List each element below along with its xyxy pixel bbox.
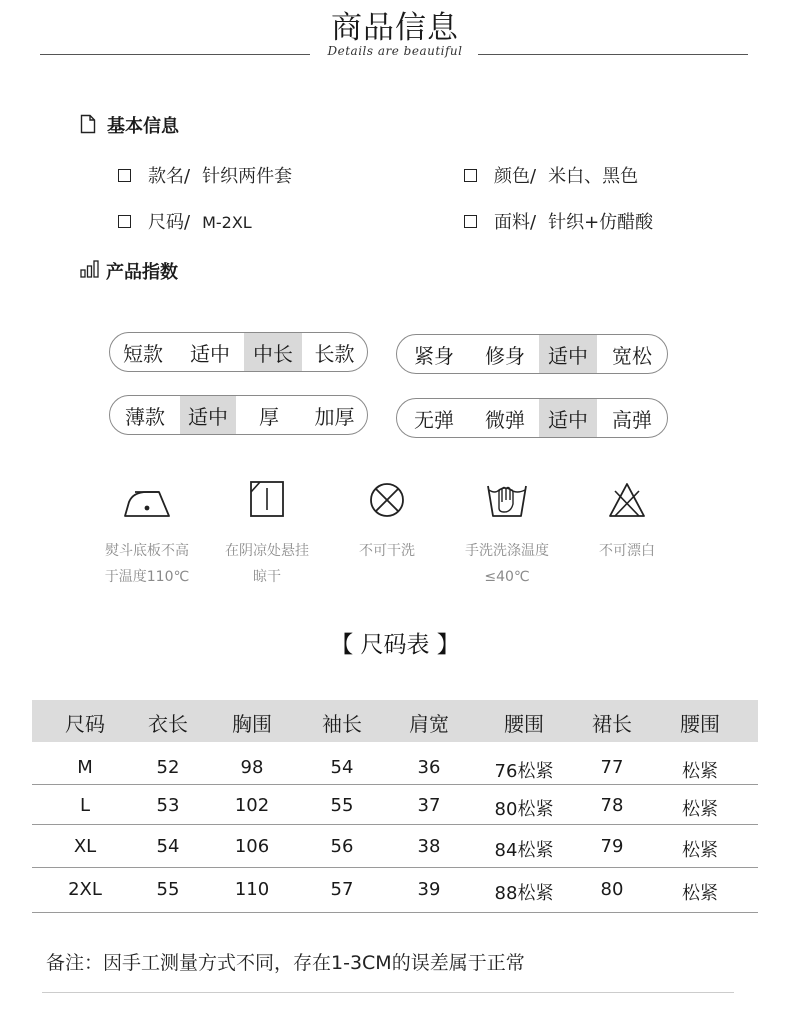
table-cell: 松紧 [682, 799, 718, 820]
table-cell: 80松紧 [494, 799, 554, 820]
scale-option: 厚 [259, 404, 279, 429]
care-label-no-bleach: 不可漂白 [599, 543, 655, 559]
table-cell: 松紧 [682, 840, 718, 861]
table-header-cell: 胸围 [232, 712, 272, 736]
table-cell: L [79, 795, 91, 816]
row-divider [32, 912, 758, 913]
table-cell: 78 [600, 795, 624, 816]
table-cell: 松紧 [682, 761, 718, 782]
table-cell: 37 [417, 795, 441, 816]
care-label-dry: 在阴凉处悬挂 晾干 [225, 543, 309, 585]
table-cell: 110 [234, 879, 270, 900]
no-dry-clean-icon [357, 478, 417, 522]
scale-option-selected: 适中 [539, 335, 597, 373]
scale-option: 加厚 [314, 404, 355, 429]
info-label: 尺码/ [148, 212, 191, 233]
thickness-scale [109, 395, 368, 435]
table-cell: 84松紧 [494, 840, 554, 861]
care-label-hand-wash: 手洗洗涤温度 ≤40℃ [465, 543, 549, 585]
page-title: 商品信息 [331, 10, 459, 46]
table-header-cell: 裙长 [592, 712, 632, 736]
info-item-color [464, 162, 638, 188]
scale-option: 适中 [190, 341, 230, 366]
care-label-no-dry-clean: 不可干洗 [359, 543, 415, 559]
table-cell: 2XL [68, 879, 102, 900]
fit-scale [396, 334, 668, 374]
checkbox-icon [118, 215, 131, 228]
table-cell: 55 [330, 795, 354, 816]
scale-option: 短款 [123, 341, 163, 366]
checkbox-icon [464, 215, 477, 228]
hand-wash-icon [477, 478, 537, 522]
table-header-cell: 腰围 [680, 712, 720, 736]
row-divider [32, 784, 758, 785]
table-cell: 54 [330, 757, 354, 778]
info-value: 米白、黑色 [548, 166, 639, 187]
product-index-title: 产品指数 [106, 262, 178, 283]
row-divider [32, 824, 758, 825]
scale-option: 薄款 [125, 404, 165, 429]
info-label: 颜色/ [494, 166, 537, 187]
table-cell: 57 [330, 879, 354, 900]
checkbox-icon [118, 169, 131, 182]
scale-option: 微弹 [485, 407, 525, 432]
info-value: 针织两件套 [202, 166, 293, 187]
info-label: 面料/ [494, 212, 537, 233]
scale-option-selected: 适中 [539, 399, 597, 437]
info-value: 针织+仿醋酸 [548, 212, 654, 233]
scale-option: 无弹 [414, 407, 454, 432]
table-cell: XL [73, 836, 97, 857]
table-cell: 79 [600, 836, 624, 857]
document-icon [80, 114, 96, 134]
scale-option: 宽松 [612, 343, 652, 368]
length-scale [109, 332, 368, 372]
info-label: 款名/ [148, 166, 191, 187]
table-cell: 39 [417, 879, 441, 900]
size-table-title: 【 尺码表 】 [330, 632, 460, 658]
scale-option: 高弹 [612, 407, 652, 432]
table-cell: 80 [600, 879, 624, 900]
bottom-divider [42, 992, 734, 993]
checkbox-icon [464, 169, 477, 182]
table-cell: 102 [234, 795, 270, 816]
page-subtitle: Details are beautiful [327, 44, 463, 58]
scale-option-selected: 适中 [180, 396, 236, 434]
basic-info-title: 基本信息 [107, 116, 179, 137]
scale-option: 修身 [485, 343, 525, 368]
size-table-header [32, 700, 758, 742]
scale-option: 长款 [314, 341, 355, 366]
table-cell: 53 [156, 795, 180, 816]
info-value: M-2XL [202, 213, 252, 232]
iron-low-temp-icon [117, 480, 177, 524]
table-header-cell: 腰围 [504, 712, 544, 736]
line-dry-shade-icon [237, 478, 297, 522]
table-cell: 36 [417, 757, 441, 778]
measurement-note: 备注：因手工测量方式不同，存在1-3CM的误差属于正常 [46, 952, 525, 974]
table-cell: 106 [234, 836, 270, 857]
info-item-fabric [464, 208, 653, 234]
table-cell: 76松紧 [494, 761, 554, 782]
scale-option-selected: 中长 [244, 333, 302, 371]
bar-chart-icon [80, 260, 100, 278]
info-item-style-name [118, 162, 292, 188]
elasticity-scale [396, 398, 668, 438]
table-cell: 54 [156, 836, 180, 857]
table-cell: 77 [600, 757, 624, 778]
table-cell: 38 [417, 836, 441, 857]
row-divider [32, 867, 758, 868]
no-bleach-icon [597, 478, 657, 522]
table-header-cell: 袖长 [322, 712, 362, 736]
info-item-size [118, 208, 252, 234]
table-header-cell: 衣长 [148, 712, 188, 736]
table-cell: 56 [330, 836, 354, 857]
table-header-cell: 肩宽 [409, 712, 449, 736]
table-cell: 55 [156, 879, 180, 900]
table-cell: M [77, 757, 93, 778]
table-cell: 52 [156, 757, 180, 778]
table-cell: 88松紧 [494, 883, 554, 904]
table-header-cell: 尺码 [65, 712, 105, 736]
table-cell: 98 [240, 757, 264, 778]
scale-option: 紧身 [414, 343, 454, 368]
care-label-iron: 熨斗底板不高 于温度110℃ [104, 543, 190, 585]
table-cell: 松紧 [682, 883, 718, 904]
